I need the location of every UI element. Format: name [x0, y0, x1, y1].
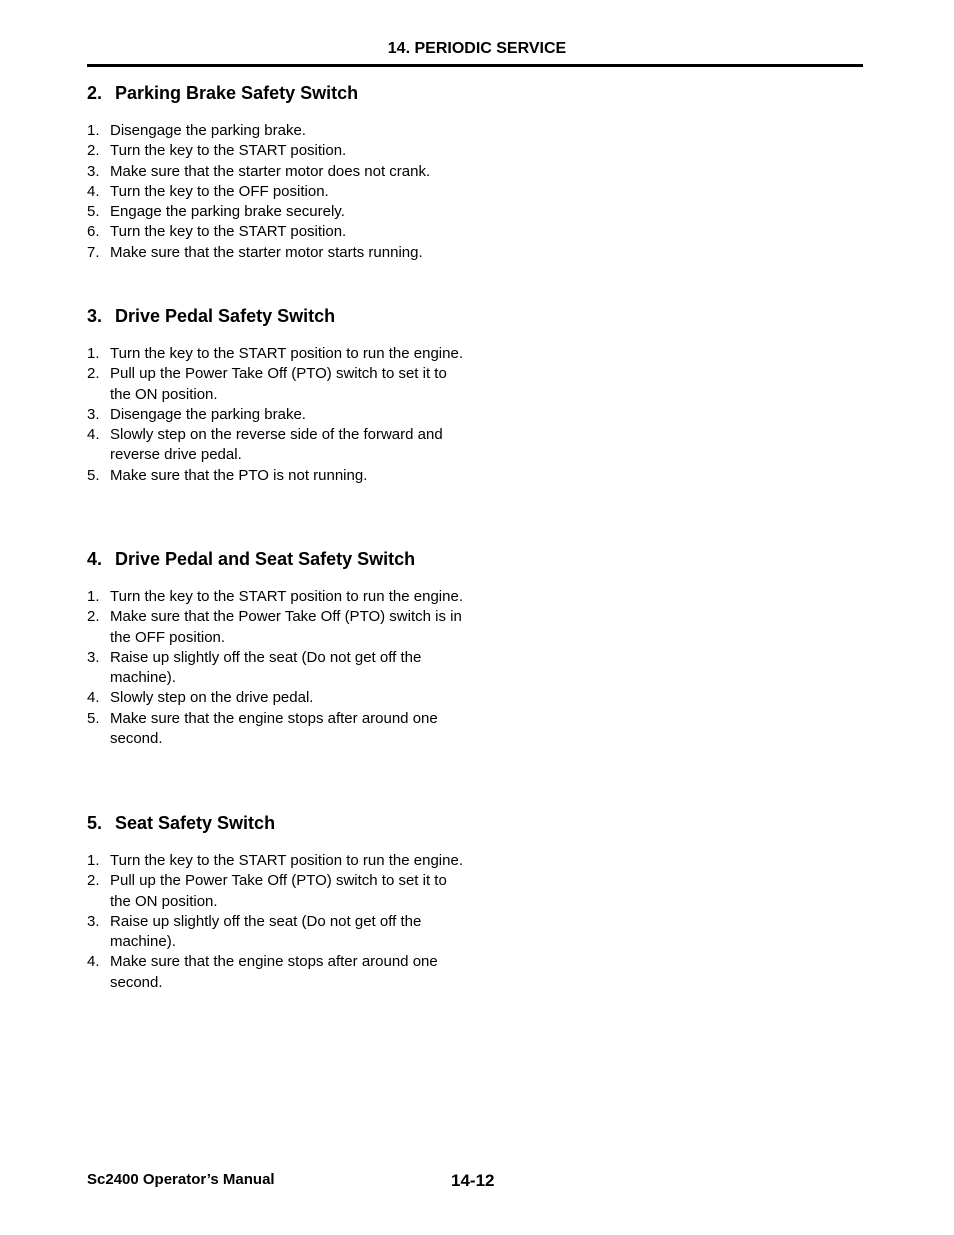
step-number: 4.	[87, 182, 100, 200]
step-text: Disengage the parking brake.	[110, 405, 306, 423]
chapter-title: 14. PERIODIC SERVICE	[387, 40, 567, 57]
list-item	[87, 243, 467, 263]
section-number: 2.	[87, 83, 103, 103]
list-item	[87, 162, 467, 182]
section-seat-safety-switch	[87, 812, 467, 993]
list-item	[87, 952, 467, 993]
step-text: Turn the key to the START position.	[110, 142, 347, 160]
step-number: 1.	[87, 588, 100, 605]
list-item	[87, 607, 467, 648]
section-parking-brake-safety-switch	[87, 82, 467, 263]
step-number: 3.	[87, 405, 100, 423]
step-text: Turn the key to the START position to run the engine.	[110, 345, 463, 362]
step-number: 2.	[87, 142, 100, 160]
list-item	[87, 344, 467, 364]
step-text: Turn the key to the START position.	[110, 223, 347, 241]
step-number: 3.	[87, 162, 100, 180]
step-number: 5.	[87, 466, 100, 484]
section-drive-pedal-safety-switch	[87, 305, 467, 486]
section-number: 3.	[87, 306, 103, 326]
list-item	[87, 222, 467, 242]
step-number: 1.	[87, 852, 100, 869]
step-text: Make sure that the engine stops after around one second.	[110, 953, 438, 991]
section-heading	[87, 812, 467, 834]
step-text: Disengage the parking brake.	[110, 122, 306, 139]
list-item	[87, 912, 467, 953]
step-number: 2.	[87, 365, 100, 383]
step-text: Pull up the Power Take Off (PTO) switch to set it to the ON position.	[110, 872, 447, 910]
step-text: Make sure that the PTO is not running.	[110, 466, 368, 484]
list-item	[87, 688, 467, 708]
step-text: Make sure that the starter motor does not crank.	[110, 162, 431, 180]
step-number: 7.	[87, 243, 100, 261]
section-title: Seat Safety Switch	[115, 813, 276, 833]
step-text: Raise up slightly off the seat (Do not get off the machine).	[110, 912, 422, 951]
step-list	[87, 121, 467, 263]
step-number: 4.	[87, 426, 100, 444]
list-item	[87, 648, 467, 689]
section-drive-pedal-and-seat-safety-switch	[87, 548, 467, 749]
step-number: 4.	[87, 953, 100, 971]
step-text: Turn the key to the OFF position.	[110, 182, 329, 200]
step-text: Raise up slightly off the seat (Do not get off the machine).	[110, 648, 422, 687]
step-text: Engage the parking brake securely.	[110, 203, 345, 221]
step-number: 1.	[87, 345, 100, 362]
step-text: Turn the key to the START position to run the engine.	[110, 588, 463, 605]
step-list	[87, 587, 467, 749]
step-number: 5.	[87, 709, 100, 727]
header-divider	[87, 64, 863, 67]
step-text: Slowly step on the drive pedal.	[110, 689, 314, 707]
step-text: Make sure that the Power Take Off (PTO) switch is in the OFF position.	[110, 608, 462, 646]
step-number: 3.	[87, 912, 100, 930]
step-number: 3.	[87, 648, 100, 666]
step-number: 1.	[87, 122, 100, 139]
manual-title: Sc2400 Operator’s Manual	[87, 1171, 275, 1188]
list-item	[87, 405, 467, 425]
step-number: 4.	[87, 689, 100, 707]
step-number: 5.	[87, 203, 100, 221]
list-item	[87, 121, 467, 141]
step-list	[87, 344, 467, 486]
section-number: 5.	[87, 813, 103, 833]
list-item	[87, 182, 467, 202]
list-item	[87, 851, 467, 871]
step-text: Slowly step on the reverse side of the forward and reverse drive pedal.	[110, 426, 443, 464]
section-heading	[87, 82, 467, 104]
list-item	[87, 466, 467, 486]
list-item	[87, 587, 467, 607]
list-item	[87, 202, 467, 222]
section-heading	[87, 305, 467, 327]
step-number: 6.	[87, 223, 100, 241]
page-number: 14-12	[451, 1171, 495, 1190]
step-number: 2.	[87, 872, 100, 890]
list-item	[87, 871, 467, 912]
step-list	[87, 851, 467, 993]
list-item	[87, 425, 467, 466]
step-text: Make sure that the starter motor starts running.	[110, 243, 423, 261]
list-item	[87, 364, 467, 405]
step-text: Turn the key to the START position to run the engine.	[110, 852, 463, 869]
section-title: Parking Brake Safety Switch	[115, 83, 359, 103]
step-number: 2.	[87, 608, 100, 626]
section-title: Drive Pedal and Seat Safety Switch	[115, 549, 416, 569]
step-text: Make sure that the engine stops after around one second.	[110, 709, 438, 748]
list-item	[87, 709, 467, 750]
step-text: Pull up the Power Take Off (PTO) switch to set it to the ON position.	[110, 365, 447, 403]
section-title: Drive Pedal Safety Switch	[115, 306, 336, 326]
list-item	[87, 141, 467, 161]
section-number: 4.	[87, 549, 103, 569]
section-heading	[87, 548, 467, 570]
